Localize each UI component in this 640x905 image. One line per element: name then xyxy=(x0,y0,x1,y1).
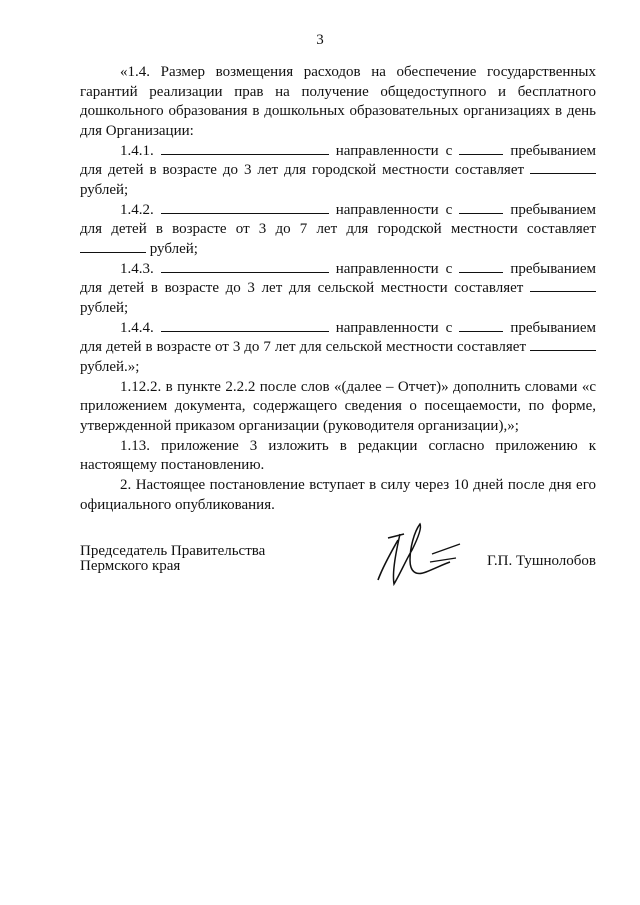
signer-name: Г.П. Тушнолобов xyxy=(486,553,596,569)
item-text-mid: направленности с xyxy=(335,142,453,159)
item-number: 1.4.2. xyxy=(120,201,154,218)
item-text-tail: пребыванием для детей в возрасте от 3 до 7 лет для городской местности составляет xyxy=(80,201,597,237)
fill-in-blank xyxy=(161,319,329,332)
fill-in-blank xyxy=(459,201,503,214)
fill-in-blank xyxy=(161,260,329,273)
item-number: 1.4.1. xyxy=(120,142,154,159)
item-text-tail: пребыванием для детей в возрасте до 3 лет для городской местности составляет xyxy=(80,142,597,178)
item-text-tail: пребыванием для детей в возрасте от 3 до 7 лет для сельской местности составляет xyxy=(80,319,597,355)
fill-in-blank xyxy=(80,240,146,253)
signer-title-line-2: Пермского края xyxy=(80,558,181,574)
item-text-end: рублей.»; xyxy=(80,358,140,375)
item-text-end: рублей; xyxy=(149,240,198,257)
fill-in-blank xyxy=(161,201,329,214)
item-1-4-3 xyxy=(80,260,596,319)
signer-title xyxy=(80,544,265,574)
paragraph-1-12-2: 1.12.2. в пункте 2.2.2 после слов «(далее – Отчет)» дополнить словами «с приложением документа, содержащего сведения о посещаемости, по форме, утвержденной приказом организации (руководителя организации),»; xyxy=(80,378,596,434)
item-1-4-2 xyxy=(80,201,596,260)
item-number: 1.4.3. xyxy=(120,260,154,277)
signer-title-line-1: Председатель Правительства xyxy=(80,543,266,559)
item-text-tail: пребыванием для детей в возрасте до 3 лет для сельской местности составляет xyxy=(80,260,597,296)
paragraph-1-13: 1.13. приложение 3 изложить в редакции согласно приложению к настоящему постановлению. xyxy=(80,437,596,473)
item-text-mid: направленности с xyxy=(335,260,453,277)
signature-block xyxy=(80,544,596,604)
item-number: 1.4.4. xyxy=(120,319,154,336)
item-text-end: рублей; xyxy=(80,181,129,198)
item-text-end: рублей; xyxy=(80,299,129,316)
fill-in-blank xyxy=(459,142,503,155)
fill-in-blank xyxy=(530,279,596,292)
paragraph-1-4: «1.4. Размер возмещения расходов на обеспечение государственных гарантий реализации прав на получение общедоступного и бесплатного дошкольного образования в дошкольных образовательных организациях в день для Организации: xyxy=(80,64,596,139)
handwritten-signature xyxy=(370,514,470,592)
item-1-4-4 xyxy=(80,319,596,378)
item-1-4-1 xyxy=(80,142,596,201)
document-body xyxy=(80,63,596,515)
fill-in-blank xyxy=(530,338,596,351)
item-text-mid: направленности с xyxy=(335,319,453,336)
fill-in-blank xyxy=(459,260,503,273)
paragraph-2: 2. Настоящее постановление вступает в силу через 10 дней после дня его официального опубликования. xyxy=(80,477,596,513)
page-number: 3 xyxy=(316,32,324,48)
fill-in-blank xyxy=(530,161,596,174)
fill-in-blank xyxy=(459,319,503,332)
fill-in-blank xyxy=(161,142,329,155)
item-text-mid: направленности с xyxy=(335,201,453,218)
